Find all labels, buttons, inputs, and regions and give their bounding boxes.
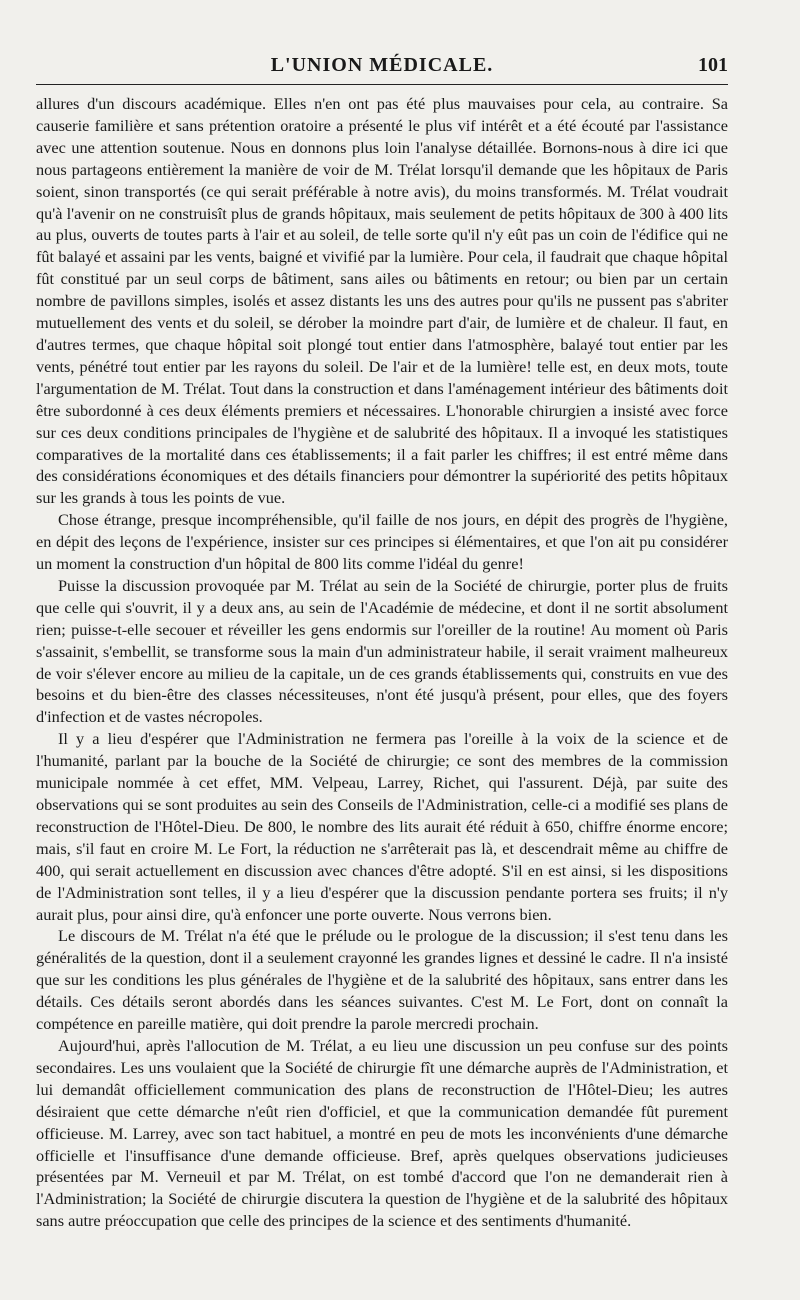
- paragraph: allures d'un discours académique. Elles n'en ont pas été plus mauvaises pour cela, au contraire. Sa causerie familière et sans prétention oratoire a présenté le plus vif intérêt et a été écouté par l'assistance avec une attention soutenue. Nous en donnons plus loin l'analyse détaillée. Bornons-nous à dire ici que nous partageons entièrement la manière de voir de M. Trélat lorsqu'il demande que les hôpitaux de Paris soient, sinon transportés (ce qui serait préférable à notre avis), du moins transformés. M. Trélat voudrait qu'à l'avenir on ne construisît plus de grands hôpitaux, mais seulement de petits hôpitaux de 300 à 400 lits au plus, ouverts de toutes parts à l'air et au soleil, de telle sorte qu'il n'y eût pas un coin de l'édifice qui ne fût balayé et assaini par les vents, baigné et vivifié par la lumière. Pour cela, il faudrait que chaque hôpital fût constitué par un seul corps de bâtiment, sans ailes ou bâtiments en retour; ou bien par un certain nombre de pavillons simples, isolés et assez distants les uns des autres pour qu'ils ne pussent pas s'abriter mutuellement des vents et du soleil, se dérober la moindre part d'air, de lumière et de chaleur. Il faut, en d'autres termes, que chaque hôpital soit plongé tout entier dans l'atmosphère, balayé tout entier par les vents, pénétré tout entier par les rayons du soleil. De l'air et de la lumière! telle est, en deux mots, toute l'argumentation de M. Trélat. Tout dans la construction et dans l'aménagement intérieur des bâtiments doit être subordonné à ces deux éléments premiers et nécessaires. L'honorable chirurgien a insisté avec force sur ces deux conditions principales de l'hygiène et de salubrité des hôpitaux. Il a invoqué les statistiques comparatives de la mortalité dans ces établissements; il a fait parler les chiffres; il est entré même dans des considérations économiques et des détails financiers pour démontrer la supériorité des petits hôpitaux sur les grands à tous les points de vue.: [36, 94, 728, 508]
- paragraph: Puisse la discussion provoquée par M. Trélat au sein de la Société de chirurgie, porter plus de fruits que celle qui s'ouvrit, il y a deux ans, au sein de l'Académie de médecine, et dont il ne sortit absolument rien; puisse-t-elle secouer et réveiller les gens endormis sur l'oreiller de la routine! Au moment où Paris s'assainit, s'embellit, se transforme sous la main d'un administrateur habile, il serait vraiment malheureux de voir s'élever encore au milieu de la capitale, un de ces grands établissements qui, construits en vue des besoins et du bien-être des classes nécessiteuses, n'ont été jusqu'à présent, pour elles, que des foyers d'infection et de vastes nécropoles.: [36, 575, 728, 727]
- paragraph: Le discours de M. Trélat n'a été que le prélude ou le prologue de la discussion; il s'est tenu dans les généralités de la question, dont il a seulement crayonné les grandes lignes et dessiné le cadre. Il n'a insisté que sur les conditions les plus générales de l'hygiène et de la salubrité des hôpitaux, sans entrer dans les détails. Ces détails seront abordés dans les séances suivantes. C'est M. Le Fort, dont on connaît la compétence en pareille matière, qui doit prendre la parole mercredi prochain.: [36, 926, 728, 1034]
- running-header: [36, 48, 728, 85]
- page-number: 101: [698, 54, 728, 76]
- paragraph: Il y a lieu d'espérer que l'Administration ne fermera pas l'oreille à la voix de la science et de l'humanité, parlant par la bouche de la Société de chirurgie; ce sont des membres de la commission municipale nommée à cet effet, MM. Velpeau, Larrey, Richet, qui l'assurent. Déjà, par suite des observations qui se sont produites au sein des Conseils de l'Administration, celle-ci a modifié ses plans de reconstruction de l'Hôtel-Dieu. De 800, le nombre des lits aurait été réduit à 650, chiffre énorme encore; mais, s'il faut en croire M. Le Fort, la réduction ne s'arrêterait pas là, et descendrait même au chiffre de 400, qui serait actuellement en discussion avec chances d'être adopté. S'il en est ainsi, si les dispositions de l'Administration sont telles, il y a lieu d'espérer que la discussion pendante portera ses fruits; il n'y aurait plus, pour ainsi dire, qu'à enfoncer une porte ouverte. Nous verrons bien.: [36, 729, 728, 924]
- paragraph: Chose étrange, presque incompréhensible, qu'il faille de nos jours, en dépit des progrès de l'hygiène, en dépit des leçons de l'expérience, insister sur ces principes si élémentaires, et que l'on ait pu considérer un moment la construction d'un hôpital de 800 lits comme l'idéal du genre!: [36, 510, 728, 574]
- journal-title: L'UNION MÉDICALE.: [270, 54, 494, 76]
- paragraph: Aujourd'hui, après l'allocution de M. Trélat, a eu lieu une discussion un peu confuse sur des points secondaires. Les uns voulaient que la Société de chirurgie fît une démarche auprès de l'Administration, et lui demandât officiellement communication des plans de reconstruction de l'Hôtel-Dieu; les autres désiraient que cette démarche n'eût rien d'officiel, et que la communication demandée fût purement officieuse. M. Larrey, avec son tact habituel, a montré en peu de mots les inconvénients d'une démarche officielle et l'insuffisance d'une demande officieuse. Bref, après quelques observations judicieuses présentées par M. Verneuil et par M. Trélat, on est tombé d'accord que l'on ne demanderait rien à l'Administration; la Société de chirurgie discutera la question de l'hygiène et de la salubrité des hôpitaux sans autre préoccupation que celle des principes de la science et des sentiments d'humanité.: [36, 1035, 728, 1231]
- article-body: [36, 93, 728, 1232]
